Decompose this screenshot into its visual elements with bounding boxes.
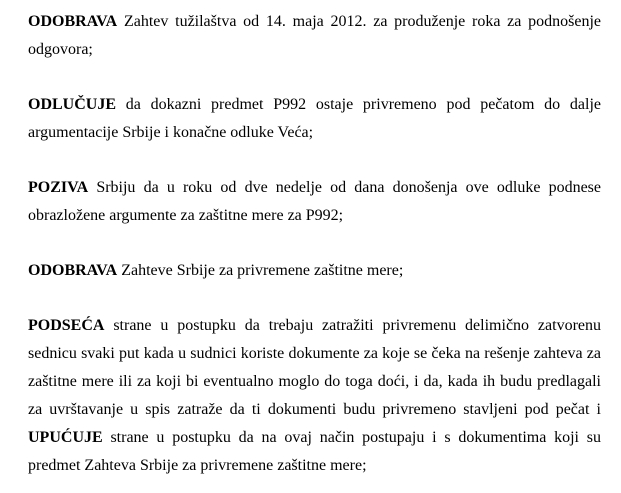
paragraph-text: strane u postupku da trebaju zatražiti privremenu delimično zatvorenu sednicu svaki put kada u sudnici koriste dokumente za koje se čeka na rešenje zahteva za zaštitne mere ili za koji bi eventualno moglo do toga doći, i da, kada ih budu predlagali za uvrštavanje u spis zatraže da ti dokumenti budu privremeno stavljeni pod pečat i xyxy=(28,317,601,418)
paragraph-odobrava-zahteve xyxy=(28,257,601,285)
paragraph-text: Srbiju da u roku od dve nedelje od dana donošenja ove odluke podnese obrazložene argumente za zaštitne mere za P992; xyxy=(28,179,601,224)
keyword-odobrava: ODOBRAVA xyxy=(28,262,118,279)
keyword-odlucuje: ODLUČUJE xyxy=(28,96,117,113)
keyword-odobrava: ODOBRAVA xyxy=(28,13,118,30)
keyword-poziva: POZIVA xyxy=(28,179,89,196)
paragraph-text: Zahtev tužilaštva od 14. maja 2012. za produženje roka za podnošenje odgovora; xyxy=(28,13,601,58)
paragraph-text: da dokazni predmet P992 ostaje privremeno pod pečatom do dalje argumentacije Srbije i konačne odluke Veća; xyxy=(28,96,601,141)
keyword-podseca: PODSEĆA xyxy=(28,317,105,334)
paragraph-poziva xyxy=(28,174,601,230)
paragraph-podseca-upucuje xyxy=(28,312,601,480)
paragraph-text: strane u postupku da na ovaj način postupaju i s dokumentima koji su predmet Zahteva Srbije za privremene zaštitne mere; xyxy=(28,429,601,474)
paragraph-odobrava-rok xyxy=(28,8,601,64)
paragraph-odlucuje xyxy=(28,91,601,147)
keyword-upucuje: UPUĆUJE xyxy=(28,429,103,446)
paragraph-text: Zahteve Srbije za privremene zaštitne mere; xyxy=(117,262,404,279)
